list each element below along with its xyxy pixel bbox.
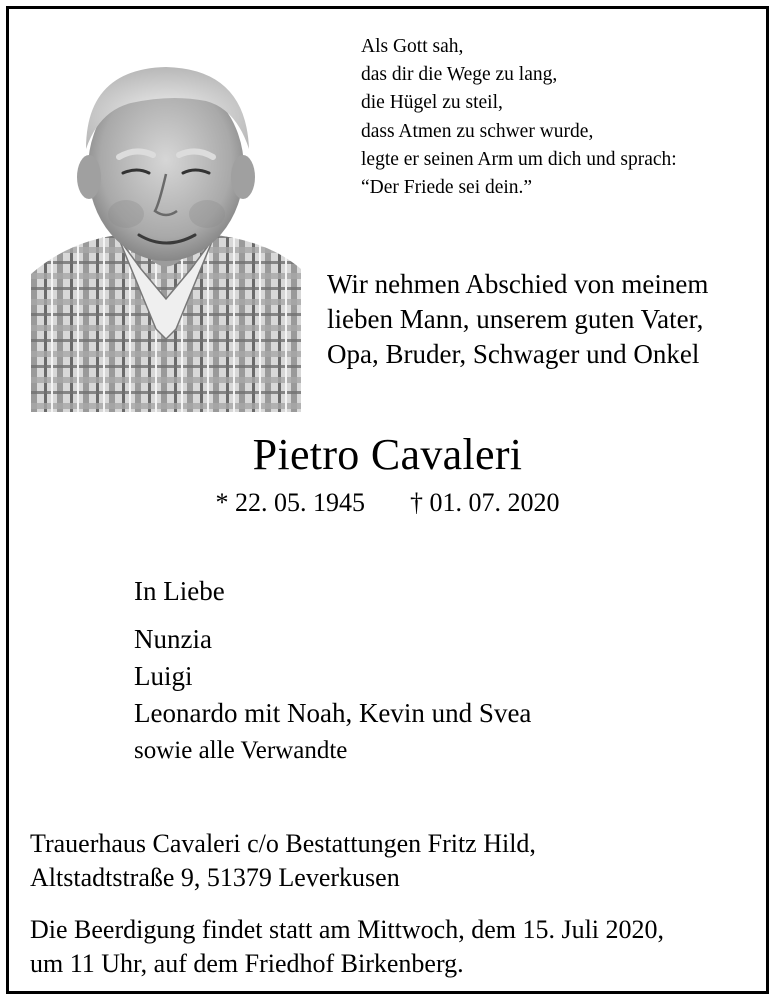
address-line: Trauerhaus Cavaleri c/o Bestattungen Fritz Hild, [30, 829, 536, 858]
death-date: 01. 07. 2020 [429, 488, 560, 517]
death-symbol: † [410, 488, 423, 517]
portrait-illustration [31, 39, 301, 412]
farewell-line: Wir nehmen Abschied von meinem [327, 269, 709, 299]
farewell-line: lieben Mann, unserem guten Vater, [327, 304, 704, 334]
funeral-line: Die Beerdigung findet statt am Mittwoch, dem 15. Juli 2020, [30, 915, 665, 944]
mourners-list [134, 621, 531, 769]
birth-symbol: * [215, 488, 229, 517]
obituary-frame [6, 6, 769, 994]
poem-line: “Der Friede sei dein.” [361, 177, 533, 199]
mourners-closing: sowie alle Verwandte [134, 737, 348, 764]
poem-line: legte er seinen Arm um dich und sprach: [361, 148, 677, 170]
portrait-photo [31, 39, 301, 412]
birth-date: 22. 05. 1945 [235, 488, 365, 517]
poem-line: Als Gott sah, [361, 36, 464, 57]
poem [361, 33, 761, 202]
mourner-name: Nunzia [134, 624, 212, 654]
funeral-announcement [30, 913, 664, 981]
mourner-name: Leonardo mit Noah, Kevin und Svea [134, 698, 532, 728]
funeral-line: um 11 Uhr, auf dem Friedhof Birkenberg. [30, 949, 464, 978]
farewell-line: Opa, Bruder, Schwager und Onkel [327, 339, 700, 369]
poem-line: die Hügel zu steil, [361, 92, 503, 114]
mourner-name: Luigi [134, 661, 193, 691]
poem-line: das dir die Wege zu lang, [361, 64, 558, 86]
mourners-intro: In Liebe [134, 576, 225, 606]
life-dates [9, 485, 766, 521]
funeral-home-address [30, 827, 536, 895]
farewell-text [327, 267, 757, 372]
address-line: Altstadtstraße 9, 51379 Leverkusen [30, 863, 400, 892]
deceased-name: Pietro Cavaleri [252, 430, 523, 479]
poem-line: dass Atmen zu schwer wurde, [361, 120, 594, 142]
